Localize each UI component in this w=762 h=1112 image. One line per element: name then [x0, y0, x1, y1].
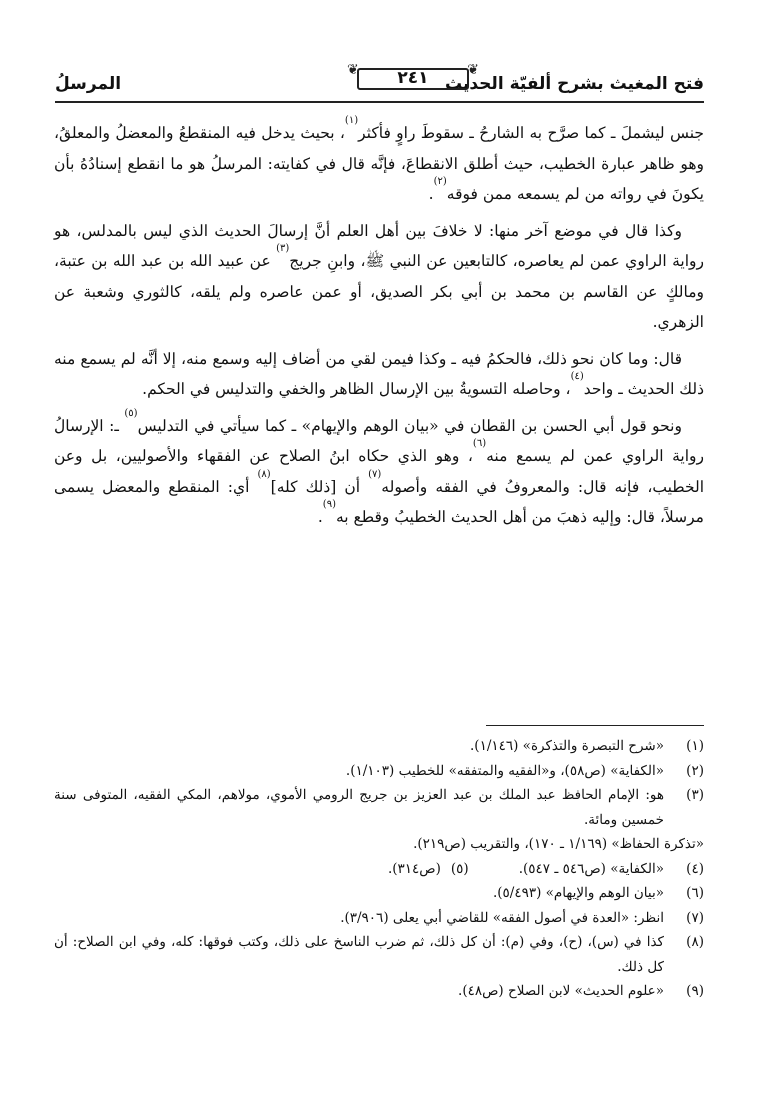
- main-text: [54, 115, 705, 539]
- ornament-right-icon: ❦: [467, 62, 479, 78]
- text-run: أي: المنقطع والمعضل يسمى مرسلاً، قال: وإليه ذهبَ من أهل الحديث الخطيبُ وقطع به: [54, 477, 704, 526]
- footnote-ref: (٦): [472, 438, 487, 449]
- footnote-item: [54, 881, 704, 906]
- footnote-ref: (٤): [570, 371, 584, 382]
- footnote-number: (٦): [686, 885, 704, 901]
- text-run: ، بحيث يدخل فيه المنقطعُ والمعضلُ والمعلقُ، وهو ظاهر عبارة الخطيب، حيث أطلق الانقطاعَ، فإنَّه قال في كفايته: المرسلُ هو ما انقطع إسنادُهُ بأن يكونَ في رواته من لم يسمعه ممن فوقه: [54, 124, 704, 203]
- footnote-number: (٣): [686, 787, 704, 803]
- footnote-ref: (٣): [276, 243, 290, 254]
- footnote-separator: [486, 725, 704, 726]
- text-run: وكذا قال في موضع آخر منها: لا خلافَ بين أهل العلم أنَّ إرسالَ الحديث الذي ليس بالمدلس، هو رواية الراوي عمن لم يعاصره، كالتابعين عن النبي ﷺ، وابنِ جريج: [54, 221, 704, 270]
- footnote-number: (١): [686, 738, 704, 754]
- paragraph: [54, 407, 705, 533]
- paragraph: [54, 216, 704, 338]
- footnote-ref: (٧): [368, 468, 382, 480]
- text-run: .: [317, 508, 323, 526]
- footnotes: [54, 734, 704, 1004]
- footnote-ref: (٢): [433, 176, 447, 187]
- text-run: قال: وما كان نحو ذلك، فالحكمُ فيه ـ وكذا فيمن لقي من أضاف إليه وسمع منه، إلا أنَّه لم يسمع منه ذلك الحديث ـ واحد: [54, 349, 704, 398]
- footnote-ref: (٩): [322, 499, 336, 510]
- footnote-text: انظر: «العدة في أصول الفقه» للقاضي أبي يعلى (٣/٩٠٦).: [340, 909, 664, 926]
- text-run: ، وحاصله التسويةُ بين الإرسال الظاهر والخفي والتدليس في الحكم.: [142, 380, 571, 398]
- page-header: [55, 62, 704, 102]
- footnote-ref: (٥): [124, 407, 138, 419]
- footnote-item: [54, 734, 704, 759]
- text-run: ونحو قول أبي الحسن بن القطان في «بيان الوهم والإيهام» ـ كما سيأتي في التدليس: [137, 416, 682, 435]
- text-run: جنس ليشملَ ـ كما صرَّح به الشارحُ ـ سقوطَ راوٍ فأكثر: [358, 124, 704, 142]
- footnote-number: (٩): [686, 983, 704, 999]
- book-title: فتح المغيث بشرح ألفيّة الحديث: [444, 74, 704, 94]
- spacer: [469, 857, 519, 882]
- paragraph: [54, 344, 704, 405]
- footnote-number: (٢): [686, 762, 704, 779]
- footnote-text: هو: الإمام الحافظ عبد الملك بن عبد العزيز بن جريج الرومي الأموي، مولاهم، المكي الفقيه، المتوفى سنة خمسين ومائة.: [54, 787, 664, 828]
- footnote-text: «علوم الحديث» لابن الصلاح (ص٤٨).: [458, 983, 664, 999]
- paragraph: [54, 115, 704, 210]
- footnote-item: [54, 857, 704, 882]
- section-title: المرسلُ: [55, 74, 122, 94]
- footnote-number: (٤): [686, 860, 704, 877]
- footnote-number: (٧): [686, 909, 704, 926]
- footnote-text: «الكفاية» (ص٥٤٦ ـ ٥٤٧).: [518, 860, 664, 877]
- page-number-box: [347, 62, 479, 94]
- footnote-pair: [388, 857, 664, 882]
- footnote-text: «بيان الوهم والإيهام» (٥/٤٩٣).: [492, 885, 664, 901]
- footnote-item: [54, 759, 704, 784]
- footnote-number: (٥): [450, 860, 469, 877]
- spacer: [441, 857, 451, 882]
- text-run: عن عبيد الله بن عبد الله بن عتبة، ومالكٍ عن القاسم بن محمد بن أبي بكر الصديق، أو عمن عاصره ولم يلقه، كالثوري وشعبة عن الزهري.: [54, 252, 704, 331]
- footnote-continuation: [54, 832, 704, 857]
- footnote-text: (ص٣١٤).: [387, 860, 441, 877]
- footnote-item: [54, 979, 704, 1004]
- footnote-text: «الكفاية» (ص٥٨)، و«الفقيه والمتفقه» للخطيب (١/١٠٣).: [345, 762, 664, 779]
- header-rule: [55, 101, 704, 103]
- footnote-ref: (٨): [257, 468, 271, 480]
- footnote-number: (٨): [686, 934, 704, 950]
- footnote-item: [54, 906, 704, 931]
- footnote-item: [54, 783, 704, 832]
- text-run: ، وهو الذي حكاه ابنُ الصلاح عن الفقهاء والأصوليين، بل وعن الخطيب، فإنه قال: والمعروفُ في الفقه وأصوله: [54, 447, 705, 496]
- footnote-text: كذا في (س)، (ح)، وفي (م): أن كل ذلك، ثم ضرب الناسخ على ذلك، وكتب فوقها: كله، وفي ابن الصلاح: أن كل ذلك.: [54, 934, 664, 975]
- text-run: أن [ذلك كله]: [270, 477, 369, 496]
- ornament-left-icon: ❦: [347, 62, 359, 78]
- footnote-text: «شرح التبصرة والتذكرة» (١/١٤٦).: [470, 738, 664, 754]
- text-run: ـ: الإرسالُ رواية الراوي عمن لم يسمع منه: [54, 416, 704, 465]
- text-run: .: [428, 185, 434, 203]
- footnote-text: «تذكرة الحفاظ» (١/١٦٩ ـ ١٧٠)، والتقريب (ص٢١٩).: [413, 836, 704, 852]
- page-number: ٢٤١: [397, 68, 429, 88]
- footnote-ref: (١): [344, 115, 359, 126]
- footnote-item: [54, 930, 704, 979]
